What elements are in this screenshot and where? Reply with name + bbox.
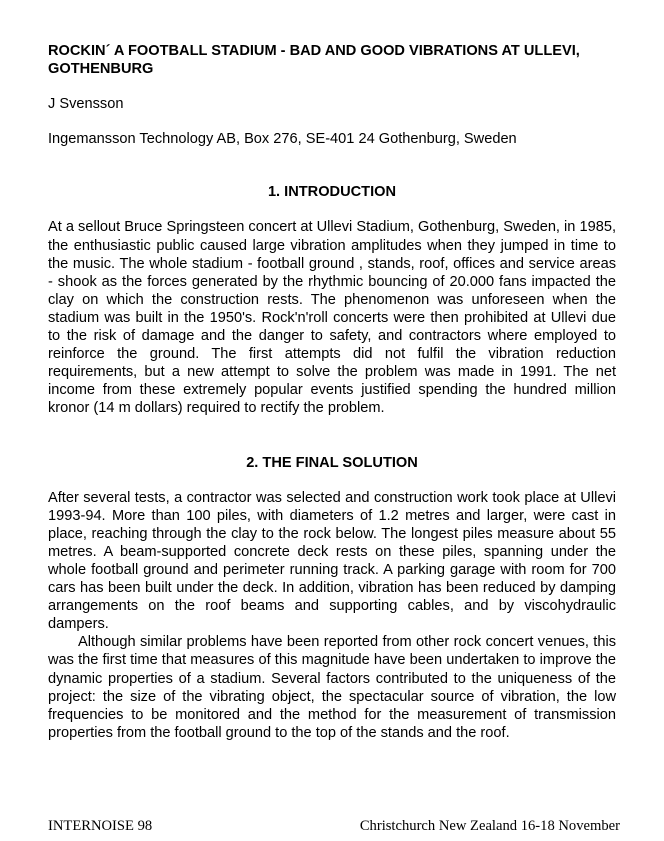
- document-body: [48, 42, 616, 742]
- footer-location-date: Christchurch New Zealand 16-18 November: [359, 818, 620, 834]
- author-affiliation: Ingemansson Technology AB, Box 276, SE-401 24 Gothenburg, Sweden: [48, 131, 517, 148]
- paper-title: ROCKIN´ A FOOTBALL STADIUM - BAD AND GOOD VIBRATIONS AT ULLEVI, GOTHENBURG: [48, 43, 580, 78]
- section-heading-final-solution: 2. THE FINAL SOLUTION: [246, 454, 418, 471]
- paragraph-final-solution-1: After several tests, a contractor was selected and construction work took place at Ullevi 1993-94. More than 100 piles, with diameters of 1.2 metres and larger, were cast in place, reaching through the clay to the rock below. The longest piles measure about 55 metres. A beam-supported concrete deck rests on these piles, spanning under the whole football ground and perimeter running track. A parking garage with room for 700 cars has been built under the deck. In addition, vibration has been reduced by damping arrangements on the roof beams and supporting cables, and by viscohydraulic dampers.: [48, 489, 616, 633]
- author-name: J Svensson: [48, 96, 124, 113]
- section-heading-introduction: 1. INTRODUCTION: [267, 184, 397, 201]
- paragraph-final-solution-2: Although similar problems have been reported from other rock concert venues, this was the first time that measures of this magnitude have been undertaken to improve the dynamic properties of a stadium. Several factors contributed to the uniqueness of the project: the size of the vibrating object, the spectacular source of vibration, the low frequencies to be monitored and the method for the measurement of transmission properties from the football ground to the top of the stands and the roof.: [48, 634, 616, 741]
- paragraph-introduction: At a sellout Bruce Springsteen concert at Ullevi Stadium, Gothenburg, Sweden, in 1985, the enthusiastic public caused large vibration amplitudes when they jumped in time to the music. The whole stadium - football ground , stands, roof, offices and service areas - shook as the forces generated by the rhythmic bouncing of 20.000 fans impacted the clay on which the construction rests. The phenomenon was unforeseen when the stadium was built in the 1950's. Rock'n'roll concerts were then prohibited at Ullevi due to the risk of damage and the danger to safety, and contractors where employed to reinforce the ground. The first attempts did not fulfil the vibration reduction requirements, but a new attempt to solve the problem was made in 1991. The net income from these extremely popular events justified spending the hundred million kronor (14 m dollars) required to rectify the problem.: [48, 219, 616, 417]
- footer-conference: INTERNOISE 98: [48, 818, 153, 834]
